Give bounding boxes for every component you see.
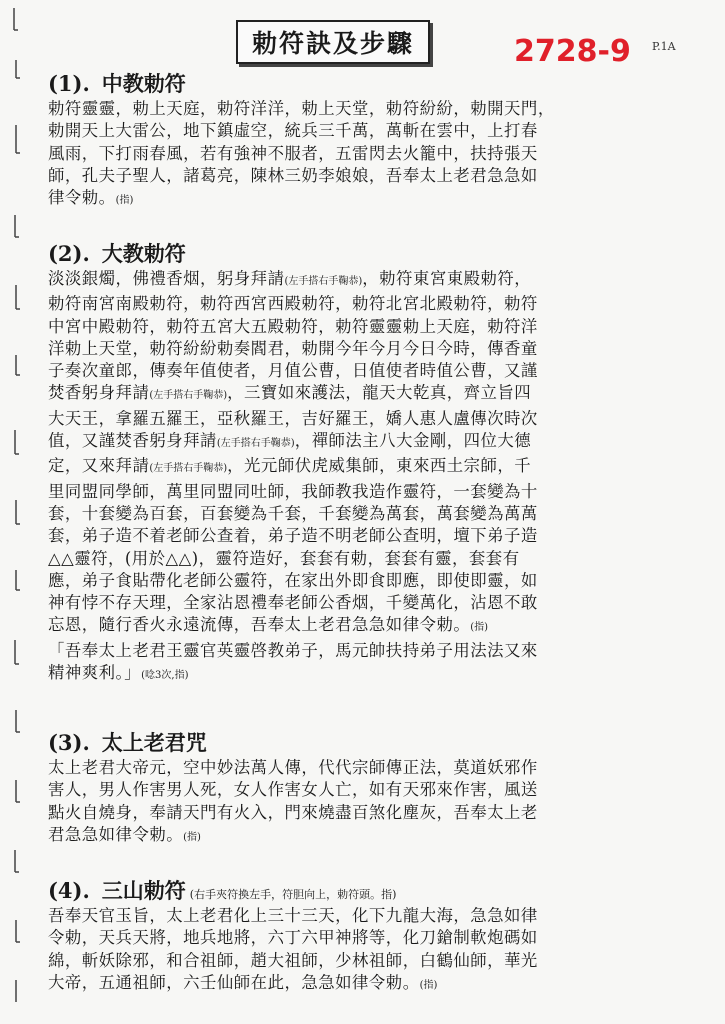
section-3 [48, 727, 698, 849]
text-segment: 淡淡銀燭，佛禮香烟，躬身拜請 [48, 269, 285, 288]
text-line [48, 972, 698, 997]
section-2 [48, 238, 698, 687]
text-line [48, 824, 698, 849]
text-line: 套，十套變為百套，百套變為千套，千套變為萬套，萬套變為萬萬 [48, 503, 538, 523]
section-1 [48, 68, 698, 212]
section-number: (1). [48, 71, 90, 96]
text-segment: 律令勅。 [48, 188, 116, 208]
text-line: 大天王，拿羅五羅王，亞秋羅王，吉好羅王，嬌人惠人盧傳次時次 [48, 408, 538, 428]
text-segment: 精神爽利。」 [48, 663, 142, 683]
heading-instruction-note: (右手夾符換左手，符胆向上，勅符頭。指) [189, 888, 397, 901]
text-line: 點火自燒身，奉請天門有火入，門來燒盡百煞化塵灰，吾奉太上老 [48, 802, 538, 822]
text-line: △△靈符，(用於△△)，靈符造好，套套有勅，套套有靈，套套有 [48, 548, 520, 568]
instruction-note: (指) [419, 979, 438, 991]
text-segment: ，禪師法主八大金剛，四位大德 [294, 431, 532, 451]
page-number: P.1A [652, 40, 676, 53]
text-segment: 焚香躬身拜請 [48, 383, 150, 403]
text-segment: 忘恩，隨行香火永遠流傳，吾奉太上老君急急如律令勅。 [48, 615, 471, 635]
text-line: 太上老君大帝元，空中妙法萬人傳，代代宗師傳正法，莫道妖邪作 [48, 758, 538, 777]
instruction-note: (左手搭右手鞠恭) [284, 276, 363, 287]
text-line [48, 455, 698, 480]
document-code: 2728-9 [514, 34, 631, 69]
text-line [48, 268, 698, 293]
text-line: 中宮中殿勅符，勅符五宮大五殿勅符，勅符靈靈勅上天庭，勅符洋 [48, 316, 538, 336]
text-line: 風雨，下打雨春風，若有強神不服者，五雷閃去火籠中，扶持張天 [48, 143, 538, 163]
section-title: 大教勅符 [101, 241, 186, 266]
text-segment: ，光元師伏虎威集師，東來西土宗師，千 [227, 456, 532, 476]
section-heading [48, 875, 698, 905]
text-line: 套，弟子造不着老師公查着，弟子造不明老師公查明，壇下弟子造 [48, 526, 538, 546]
text-line: 吾奉天官玉旨，太上老君化上三十三天，化下九龍大海，急急如律 [48, 906, 538, 925]
text-line: 子奏次童郎，傳奏年值使者，月值公曹，日值使者時值公曹，又謹 [48, 361, 538, 381]
instruction-note: (左手搭右手鞠恭) [149, 390, 228, 402]
text-line: 洋勅上天堂，勅符紛紛勅奏閻君，勅開今年今月今日今時，傳香童 [48, 338, 538, 358]
text-line: 「吾奉太上老君王靈官英靈啓教弟子，馬元帥扶持弟子用法法又來 [48, 640, 538, 660]
section-heading [48, 68, 698, 98]
section-number: (2). [48, 241, 90, 266]
binding-marks [4, 0, 24, 1024]
text-line: 勅符靈靈，勅上天庭，勅符洋洋，勅上天堂，勅符紛紛，勅開天門， [48, 99, 555, 118]
text-line: 勅符南宮南殿勅符，勅符西宮西殿勅符，勅符北宮北殿勅符，勅符 [48, 294, 538, 314]
text-segment: 君急急如律令勅。 [48, 824, 184, 844]
text-line [48, 662, 698, 687]
instruction-note: (指) [183, 831, 201, 843]
section-heading [48, 727, 698, 757]
instruction-note: (左手搭右手鞠恭) [216, 438, 295, 450]
text-line [48, 382, 698, 407]
text-line [48, 614, 698, 639]
document-title: 勅符訣及步驟 [236, 20, 430, 64]
text-line: 師，孔夫子聖人，諸葛亮，陳林三奶李娘娘，吾奉太上老君急急如 [48, 165, 538, 185]
instruction-note: (左手搭右手鞠恭) [149, 463, 228, 475]
text-line: 綿，斬妖除邪，和合祖師，趙大祖師，少林祖師，白鶴仙師，華光 [48, 950, 538, 970]
text-line: 應，弟子食貼帶化老師公靈符，在家出外即食即應，即使即靈，如 [48, 570, 538, 590]
section-title: 太上老君咒 [101, 730, 207, 755]
section-4 [48, 875, 698, 997]
text-segment: ，勅符東宮東殿勅符， [362, 269, 532, 288]
instruction-note: (指) [470, 622, 489, 634]
instruction-note: (唸3次,指) [141, 670, 189, 682]
section-title: 中教勅符 [101, 71, 186, 96]
text-line [48, 187, 698, 212]
text-segment: ，三寶如來護法，龍天大乾真，齊立旨四 [227, 383, 532, 403]
text-segment: 大帝，五通祖師，六壬仙師在此，急急如律令勅。 [48, 972, 420, 992]
text-line: 神有悖不存天理，全家沾恩禮奉老師公香烟，千變萬化，沾恩不敢 [48, 593, 538, 613]
section-heading [48, 238, 698, 268]
text-line: 令勅，天兵天將，地兵地將，六丁六甲神將等，化刀鎗制軟炮碼如 [48, 928, 538, 948]
section-number: (4). [48, 878, 90, 903]
section-number: (3). [48, 730, 90, 755]
instruction-note: (指) [115, 195, 134, 207]
section-title: 三山勅符 [101, 878, 186, 903]
text-segment: 定，又來拜請 [48, 456, 150, 476]
text-segment: 值，又謹焚香躬身拜請 [48, 431, 217, 451]
text-line: 害人，男人作害男人死，女人作害女人亡，如有天邪來作害，風送 [48, 780, 538, 800]
text-line [48, 430, 698, 455]
text-line: 里同盟同學師，萬里同盟同吐師，我師教我造作靈符，一套變為十 [48, 481, 538, 501]
text-line: 勅開天上大雷公，地下鎮虛空，統兵三千萬，萬斬在雲中，上打春 [48, 121, 538, 141]
